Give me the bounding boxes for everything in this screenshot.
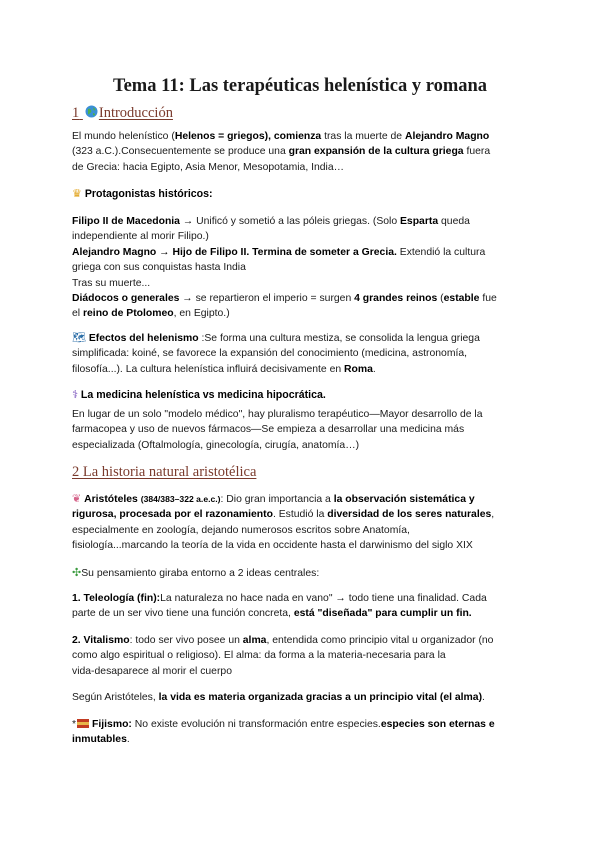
prot-text: → se repartieron el imperio = surgen: [179, 293, 355, 305]
world-map-icon: 🗺: [72, 332, 86, 344]
globe-icon: [85, 104, 98, 122]
protagonistas-heading: [72, 187, 213, 202]
efectos-text: .: [372, 363, 376, 375]
aristoteles-bold: rigurosa, procesada por el razonamiento: [72, 509, 273, 521]
prot-bold: Diádocos o generales: [72, 293, 180, 305]
prot-text: fue: [479, 293, 497, 305]
section-1-number: 1: [72, 105, 80, 121]
teleologia-paragraph: [72, 591, 532, 622]
prot-text: Tras su muerte...: [72, 277, 151, 289]
striped-flag-icon: [77, 719, 89, 728]
aristoteles-bold: la observación sistemática y: [333, 494, 475, 505]
ideas-line: [72, 566, 532, 581]
aristoteles-text: : Dio gran importancia a: [220, 494, 334, 505]
medicina-text: especializada (Oftalmología, ginecología, cirugía, anatomía…): [72, 439, 360, 451]
efectos-title: Efectos del helenismo: [88, 333, 199, 344]
vitalismo-text: , entendida como principio vital u organizador (no: [266, 635, 494, 646]
aristoteles-text: . Estudió la: [272, 509, 328, 521]
fijismo-text: .: [126, 734, 130, 746]
caduceus-icon: ⚕: [72, 389, 78, 401]
segun-bold: la vida es materia organizada gracias a un principio vital (el alma): [158, 692, 483, 703]
prot-bold: reino de Ptolomeo: [82, 308, 174, 320]
vitalismo-text: vida-desaparece al morir el cuerpo: [72, 665, 232, 677]
intro-text: (323 a.C.).Consecuentemente se produce una: [72, 146, 289, 158]
crown-icon: ♛: [72, 188, 82, 200]
prot-bold: Alejandro Magno → Hijo de Filipo II. Termina de someter a Grecia.: [72, 246, 397, 258]
medicina-heading: [72, 388, 326, 403]
intro-text: tras la muerte de: [321, 131, 405, 142]
aristoteles-name: Aristóteles: [84, 494, 138, 505]
aristoteles-dates: (384/383–322 a.e.c.): [140, 494, 221, 504]
fijismo-star: *: [72, 719, 77, 730]
vitalismo-text: como algo espiritual o religioso). El alma: da forma a la materia-necesaria para la: [72, 650, 446, 662]
fijismo-text: No existe evolución ni transformación entre especies.: [131, 719, 381, 730]
prot-bold: Esparta: [400, 216, 439, 227]
aristoteles-text: especialmente en zoología, dejando numerosos escritos sobre Anatomía,: [72, 524, 410, 536]
intro-text: El mundo helenístico (: [72, 131, 175, 142]
aristoteles-text: fisiología...marcando la teoría de la vida en occidente hasta el darwinismo del siglo XIX: [72, 540, 473, 552]
intro-text: de Grecia: hacia Egipto, Asia Menor, Mesopotamia, India…: [72, 161, 345, 173]
prot-text: queda: [438, 216, 470, 227]
aristoteles-paragraph: [72, 492, 532, 554]
efectos-paragraph: [72, 331, 532, 377]
vitalismo-bold: 2. Vitalismo: [72, 635, 130, 646]
ideas-text: Su pensamiento giraba entorno a 2 ideas centrales:: [81, 568, 320, 579]
puzzle-icon: ✣: [72, 567, 82, 579]
prot-text: griega con sus conquistas hasta India: [72, 262, 246, 274]
section-1-title: Introducción: [98, 105, 173, 121]
intro-bold: gran expansión de la cultura griega: [288, 146, 464, 158]
vitalismo-paragraph: [72, 633, 532, 679]
prot-text: independiente al morir Filipo.): [72, 231, 209, 243]
prot-text: el: [72, 308, 83, 320]
segun-line: [72, 690, 532, 705]
aristoteles-bold: diversidad de los seres naturales: [327, 509, 492, 521]
efectos-text: simplificada: koiné, se favorece la expansión del conocimiento (medicina, astronomía,: [72, 348, 468, 360]
prot-text: , en Egipto.): [173, 308, 230, 320]
segun-text: Según Aristóteles,: [72, 692, 159, 703]
intro-text: fuera: [463, 146, 491, 158]
protagonistas-title: Protagonistas históricos:: [84, 188, 213, 200]
medicina-text: farmacopea y uso de nuevos fármacos—Se empieza a desarrollar una medicina más: [72, 424, 465, 436]
medicina-title: La medicina helenística vs medicina hipocrática.: [80, 389, 326, 401]
medicina-paragraph: [72, 407, 532, 453]
fijismo-bold: inmutables: [72, 734, 127, 746]
page-title: Tema 11: Las terapéuticas helenística y romana: [112, 76, 488, 96]
prot-text: Extendió la cultura: [396, 246, 486, 258]
section-1-heading: [72, 104, 173, 122]
aristoteles-text: ,: [491, 509, 495, 521]
brain-icon: ❦: [72, 493, 82, 505]
prot-text: → Unificó y sometió a las póleis griegas. (Solo: [179, 216, 400, 227]
efectos-text: :Se forma una cultura mestiza, se consolida la lengua griega: [198, 333, 480, 344]
vitalismo-bold: alma: [242, 635, 267, 646]
fijismo-paragraph: [72, 717, 532, 748]
intro-paragraph: [72, 129, 532, 175]
teleologia-text: parte de un ser vivo tiene una función concreta,: [72, 608, 294, 620]
section-2-heading: 2 La historia natural aristotélica: [72, 464, 257, 480]
prot-bold: estable: [443, 293, 480, 305]
intro-bold: Alejandro Magno: [404, 131, 490, 142]
fijismo-bold: especies son eternas e: [380, 719, 495, 730]
teleologia-bold: está "diseñada" para cumplir un fin.: [293, 608, 472, 620]
intro-bold: Helenos = griegos), comienza: [174, 131, 322, 142]
prot-bold: Filipo II de Macedonia: [72, 216, 180, 227]
vitalismo-text: : todo ser vivo posee un: [129, 635, 243, 646]
teleologia-bold: 1. Teleología (fin):: [72, 593, 161, 604]
efectos-text: filosofía...). La cultura helenística influirá decisivamente en: [72, 363, 345, 375]
prot-bold: 4 grandes reinos: [354, 293, 438, 305]
efectos-bold: Roma: [344, 363, 373, 375]
prot-text: (: [437, 293, 444, 305]
medicina-text: En lugar de un solo "modelo médico", hay pluralismo terapéutico—Mayor desarrollo de la: [72, 409, 483, 420]
segun-text: .: [482, 692, 485, 703]
teleologia-text: La naturaleza no hace nada en vano" → todo tiene una finalidad. Cada: [160, 593, 487, 604]
protagonistas-paragraph: [72, 214, 532, 322]
fijismo-bold: Fijismo:: [92, 719, 132, 730]
